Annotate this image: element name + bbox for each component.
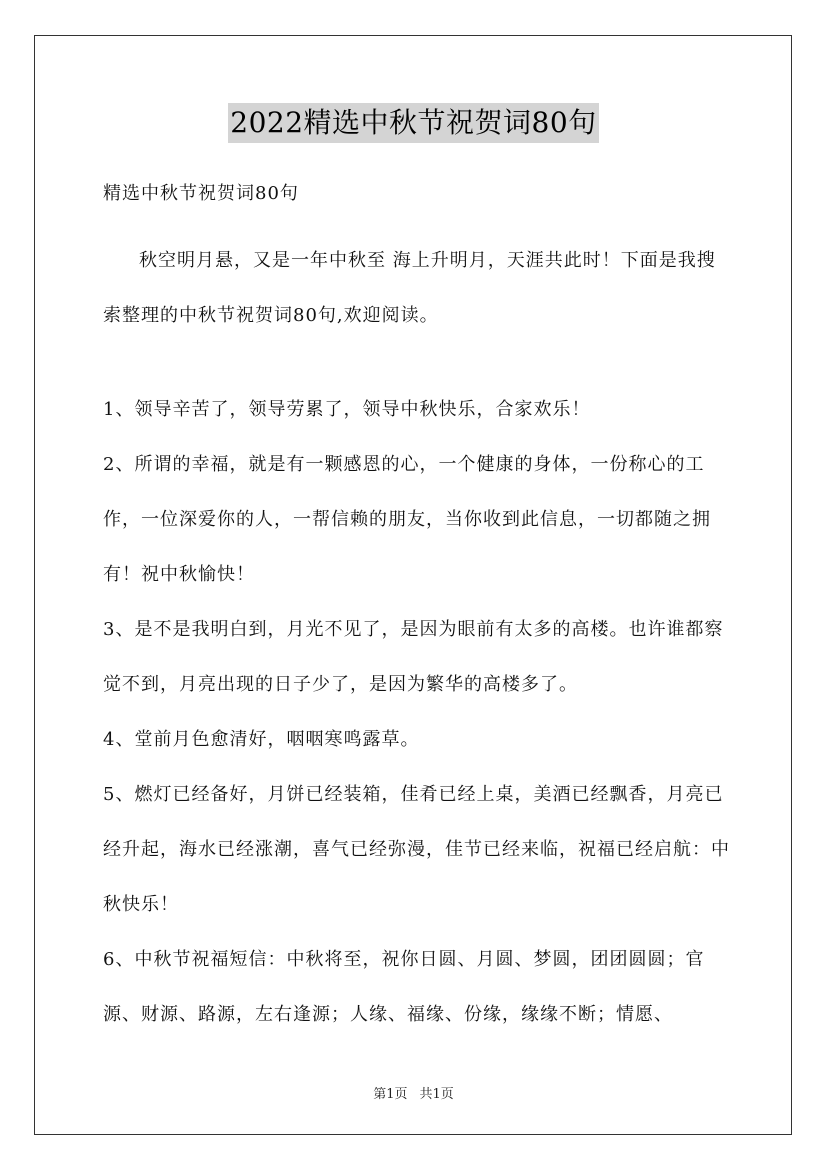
list-item-text: 4、堂前月色愈清好，咽咽寒鸣露草。 <box>103 729 420 750</box>
page-total: 共1页 <box>419 1087 454 1102</box>
document-title <box>0 103 827 143</box>
list-item-text: 1、领导辛苦了，领导劳累了，领导中秋快乐，合家欢乐！ <box>103 399 591 420</box>
list-item <box>103 602 733 712</box>
list-item-text: 2、所谓的幸福，就是有一颗感恩的心，一个健康的身体，一份称心的工作，一位深爱你的人，一帮信赖的朋友，当你收到此信息，一切都随之拥有！祝中秋愉快！ <box>103 454 711 585</box>
list-item <box>103 712 733 767</box>
list-item-text: 5、燃灯已经备好，月饼已经装箱，佳肴已经上桌，美酒已经飘香，月亮已经升起，海水已经涨潮，喜气已经弥漫，佳节已经来临，祝福已经启航：中秋快乐！ <box>103 784 730 915</box>
list-item-text: 6、中秋节祝福短信：中秋将至，祝你日圆、月圆、梦圆，团团圆圆；官源、财源、路源，左右逢源；人缘、福缘、份缘，缘缘不断；情愿、 <box>103 949 705 1025</box>
page-footer <box>0 1083 827 1102</box>
document-subtitle: 精选中秋节祝贺词80句 <box>103 183 299 204</box>
list-item-text: 3、是不是我明白到，月光不见了，是因为眼前有太多的高楼。也许谁都察觉不到，月亮出现的日子少了，是因为繁华的高楼多了。 <box>103 619 724 695</box>
intro-paragraph: 秋空明月悬，又是一年中秋至 海上升明月，天涯共此时！下面是我搜索整理的中秋节祝贺词80句,欢迎阅读。 <box>103 250 716 326</box>
document-title-text: 2022精选中秋节祝贺词80句 <box>228 103 598 143</box>
page-number: 第1页 <box>373 1087 408 1102</box>
list-item <box>103 932 733 1042</box>
list-item <box>103 382 733 437</box>
greeting-list <box>103 382 733 1042</box>
list-item <box>103 437 733 602</box>
list-item <box>103 767 733 932</box>
